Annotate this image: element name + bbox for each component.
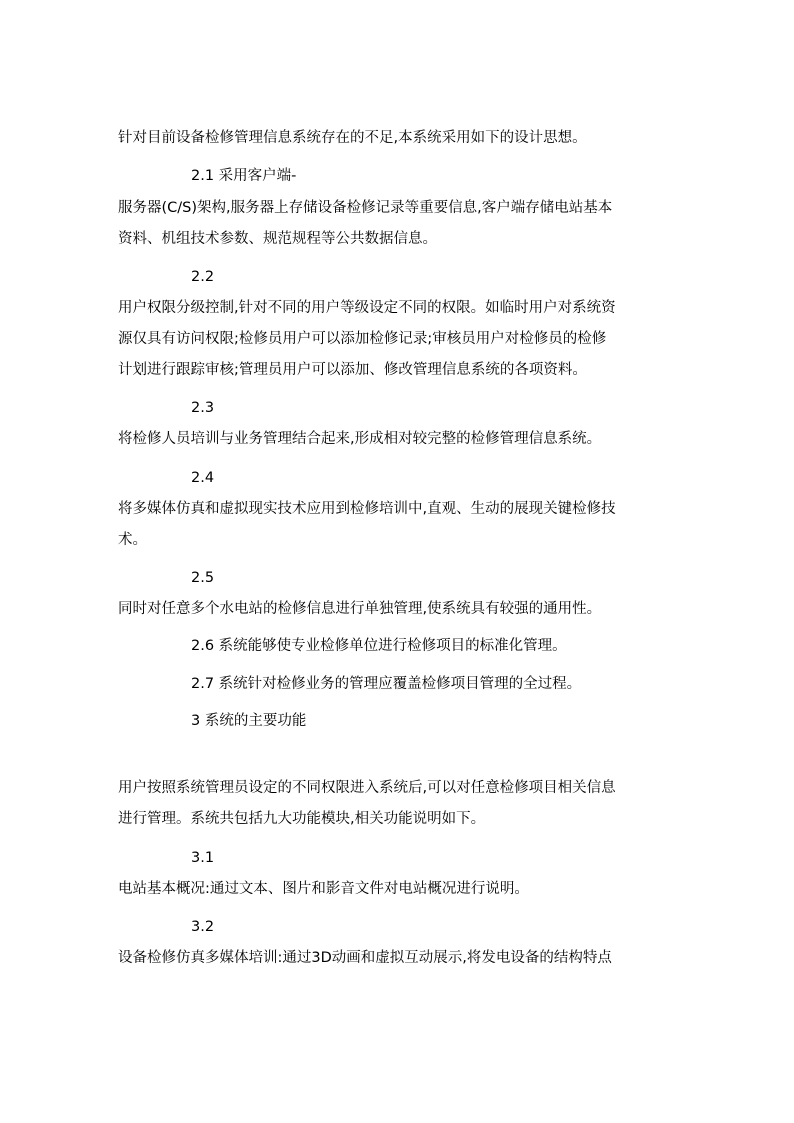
section-3-1-text: 电站基本概况:通过文本、图片和影音文件对电站概况进行说明。: [118, 881, 529, 897]
section-2-1-heading: 2.1 采用客户端-: [191, 168, 297, 184]
section-2-3-heading: 2.3: [191, 400, 215, 416]
section-3-intro-line-2: 进行管理。系统共包括九大功能模块,相关功能说明如下。: [118, 811, 486, 827]
section-2-2-text-line-3: 计划进行跟踪审核;管理员用户可以添加、修改管理信息系统的各项资料。: [118, 362, 587, 378]
section-2-2-heading: 2.2: [191, 269, 215, 285]
section-2-5-text: 同时对任意多个水电站的检修信息进行单独管理,使系统具有较强的通用性。: [118, 601, 602, 617]
section-2-3-text: 将检修人员培训与业务管理结合起来,形成相对较完整的检修管理信息系统。: [118, 431, 602, 447]
section-2-1-text-line-1: 服务器(C/S)架构,服务器上存储设备检修记录等重要信息,客户端存储电站基本: [118, 200, 613, 216]
section-3-2-text: 设备检修仿真多媒体培训:通过3D动画和虚拟互动展示,将发电设备的结构特点: [118, 950, 612, 966]
intro-paragraph: 针对目前设备检修管理信息系统存在的不足,本系统采用如下的设计思想。: [118, 130, 587, 146]
section-3-heading: 3 系统的主要功能: [191, 713, 307, 729]
section-2-2-text-line-2: 源仅具有访问权限;检修员用户可以添加检修记录;审核员用户对检修员的检修: [118, 331, 607, 347]
section-2-6-line: 2.6 系统能够使专业检修单位进行检修项目的标准化管理。: [191, 638, 567, 654]
section-2-7-line: 2.7 系统针对检修业务的管理应覆盖检修项目管理的全过程。: [191, 676, 582, 692]
section-3-intro-line-1: 用户按照系统管理员设定的不同权限进入系统后,可以对任意检修项目相关信息: [118, 780, 616, 796]
section-2-2-text-line-1: 用户权限分级控制,针对不同的用户等级设定不同的权限。如临时用户对系统资: [118, 300, 616, 316]
section-2-1-text-line-2: 资料、机组技术参数、规范规程等公共数据信息。: [118, 231, 437, 247]
section-2-4-text-line-1: 将多媒体仿真和虚拟现实技术应用到检修培训中,直观、生动的展现关键检修技: [118, 501, 616, 517]
section-3-1-heading: 3.1: [191, 850, 215, 866]
section-3-2-heading: 3.2: [191, 919, 215, 935]
section-2-4-heading: 2.4: [191, 470, 215, 486]
section-2-5-heading: 2.5: [191, 570, 215, 586]
section-2-4-text-line-2: 术。: [118, 532, 147, 548]
